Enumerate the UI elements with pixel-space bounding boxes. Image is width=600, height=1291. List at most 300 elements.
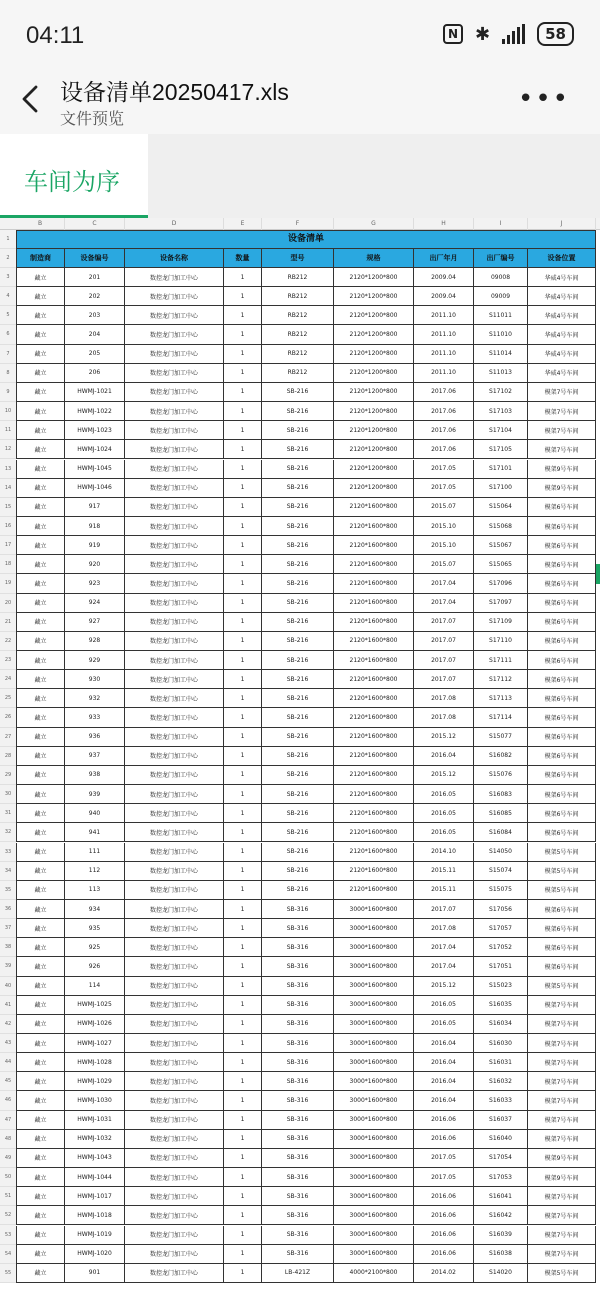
row-number[interactable]: 2 xyxy=(0,249,16,268)
table-cell: 藏立 xyxy=(16,287,65,306)
row-number[interactable]: 19 xyxy=(0,574,16,593)
table-cell: 1 xyxy=(224,421,262,440)
table-cell: 藏立 xyxy=(16,919,65,938)
table-cell: 1 xyxy=(224,517,262,536)
table-cell: S15076 xyxy=(474,766,528,785)
table-cell: SB-316 xyxy=(262,1226,334,1245)
table-cell: S11010 xyxy=(474,325,528,344)
row-number[interactable]: 45 xyxy=(0,1072,16,1091)
table-row[interactable] xyxy=(16,1245,596,1264)
table-cell: 模架6号车间 xyxy=(528,708,596,727)
row-number[interactable]: 26 xyxy=(0,708,16,727)
table-row[interactable] xyxy=(16,1226,596,1245)
row-number[interactable]: 17 xyxy=(0,536,16,555)
table-cell: 2120*1600*800 xyxy=(334,594,414,613)
column-letter[interactable]: F xyxy=(262,218,334,230)
table-row[interactable] xyxy=(16,919,596,938)
table-cell: 藏立 xyxy=(16,1053,65,1072)
row-number[interactable]: 38 xyxy=(0,938,16,957)
table-cell: RB212 xyxy=(262,287,334,306)
signal-icon xyxy=(502,24,525,44)
table-cell: S16082 xyxy=(474,747,528,766)
table-row[interactable] xyxy=(16,594,596,613)
table-cell: 202 xyxy=(65,287,125,306)
table-cell: 模架7号车间 xyxy=(528,1034,596,1053)
table-cell: 数控龙门加工中心 xyxy=(125,268,224,287)
table-cell: 933 xyxy=(65,708,125,727)
column-letter[interactable]: G xyxy=(334,218,414,230)
table-cell: 藏立 xyxy=(16,1206,65,1225)
table-cell: 藏立 xyxy=(16,517,65,536)
table-row[interactable] xyxy=(16,728,596,747)
header-cell: 数量 xyxy=(224,249,262,268)
table-cell: 数控龙门加工中心 xyxy=(125,823,224,842)
table-cell: S17104 xyxy=(474,421,528,440)
column-letter[interactable]: J xyxy=(528,218,596,230)
table-row[interactable] xyxy=(16,1130,596,1149)
table-cell: 藏立 xyxy=(16,1015,65,1034)
more-options-icon[interactable]: ••• xyxy=(517,84,570,114)
table-cell: 2120*1200*800 xyxy=(334,440,414,459)
row-number[interactable]: 33 xyxy=(0,843,16,862)
table-row[interactable] xyxy=(16,479,596,498)
table-row[interactable] xyxy=(16,421,596,440)
table-row[interactable] xyxy=(16,766,596,785)
table-cell: HWMJ-1028 xyxy=(65,1053,125,1072)
table-cell: 2017.06 xyxy=(414,440,474,459)
table-row[interactable] xyxy=(16,1091,596,1110)
table-cell: S16031 xyxy=(474,1053,528,1072)
table-cell: 3000*1600*800 xyxy=(334,900,414,919)
row-number[interactable]: 39 xyxy=(0,957,16,976)
row-number[interactable]: 48 xyxy=(0,1130,16,1149)
table-row[interactable] xyxy=(16,287,596,306)
table-cell: 模架6号车间 xyxy=(528,632,596,651)
row-number[interactable]: 42 xyxy=(0,1015,16,1034)
row-number[interactable]: 23 xyxy=(0,651,16,670)
table-row[interactable] xyxy=(16,345,596,364)
table-cell: 2120*1600*800 xyxy=(334,613,414,632)
row-number[interactable]: 3 xyxy=(0,268,16,287)
table-row[interactable] xyxy=(16,785,596,804)
row-number[interactable]: 43 xyxy=(0,1034,16,1053)
table-row[interactable] xyxy=(16,1206,596,1225)
table-row[interactable] xyxy=(16,1053,596,1072)
table-cell: 模架7号车间 xyxy=(528,1206,596,1225)
table-cell: 1 xyxy=(224,1015,262,1034)
row-number[interactable]: 24 xyxy=(0,670,16,689)
row-number[interactable]: 28 xyxy=(0,747,16,766)
table-cell: 藏立 xyxy=(16,345,65,364)
table-cell: 1 xyxy=(224,670,262,689)
table-row[interactable] xyxy=(16,536,596,555)
row-number-header xyxy=(0,230,16,1283)
table-cell: 数控龙门加工中心 xyxy=(125,536,224,555)
row-number[interactable]: 4 xyxy=(0,287,16,306)
table-row[interactable] xyxy=(16,670,596,689)
table-cell: 3000*1600*800 xyxy=(334,1072,414,1091)
table-cell: 928 xyxy=(65,632,125,651)
table-cell: 藏立 xyxy=(16,651,65,670)
table-row[interactable] xyxy=(16,1072,596,1091)
table-cell: 1 xyxy=(224,708,262,727)
table-cell: 2120*1600*800 xyxy=(334,536,414,555)
table-cell: 1 xyxy=(224,1053,262,1072)
row-number[interactable]: 9 xyxy=(0,383,16,402)
table-row[interactable] xyxy=(16,364,596,383)
column-letter[interactable]: E xyxy=(224,218,262,230)
table-cell: 2017.04 xyxy=(414,938,474,957)
table-cell: 数控龙门加工中心 xyxy=(125,957,224,976)
row-number[interactable]: 21 xyxy=(0,613,16,632)
table-row[interactable] xyxy=(16,957,596,976)
table-cell: 藏立 xyxy=(16,804,65,823)
row-number[interactable]: 31 xyxy=(0,804,16,823)
table-cell: 2017.05 xyxy=(414,479,474,498)
table-title: 设备清单 xyxy=(287,234,324,244)
table-cell: 2016.06 xyxy=(414,1130,474,1149)
table-cell: 2014.10 xyxy=(414,843,474,862)
table-cell: 2016.04 xyxy=(414,1034,474,1053)
table-cell: RB212 xyxy=(262,268,334,287)
table-cell: 藏立 xyxy=(16,402,65,421)
table-cell: SB-316 xyxy=(262,1034,334,1053)
table-cell: 205 xyxy=(65,345,125,364)
row-number[interactable]: 37 xyxy=(0,919,16,938)
table-cell: 藏立 xyxy=(16,900,65,919)
column-letter[interactable]: I xyxy=(474,218,528,230)
table-cell: 935 xyxy=(65,919,125,938)
table-cell: 藏立 xyxy=(16,594,65,613)
row-number[interactable]: 6 xyxy=(0,325,16,344)
table-cell: 模架6号车间 xyxy=(528,747,596,766)
table-cell: 藏立 xyxy=(16,785,65,804)
table-cell: 藏立 xyxy=(16,268,65,287)
header-cell: 设备编号 xyxy=(65,249,125,268)
table-row[interactable] xyxy=(16,900,596,919)
table-cell: SB-216 xyxy=(262,651,334,670)
table-cell: 藏立 xyxy=(16,823,65,842)
table-cell: 2016.05 xyxy=(414,996,474,1015)
table-cell: 3000*1600*800 xyxy=(334,1245,414,1264)
table-cell: 藏立 xyxy=(16,996,65,1015)
table-cell: 数控龙门加工中心 xyxy=(125,574,224,593)
table-cell: SB-316 xyxy=(262,1168,334,1187)
table-row[interactable] xyxy=(16,440,596,459)
table-cell: 藏立 xyxy=(16,613,65,632)
table-cell: 2017.05 xyxy=(414,1168,474,1187)
table-cell: 3000*1600*800 xyxy=(334,1053,414,1072)
row-number[interactable]: 12 xyxy=(0,440,16,459)
row-number[interactable]: 47 xyxy=(0,1111,16,1130)
row-number[interactable]: 29 xyxy=(0,766,16,785)
table-cell: 模架7号车间 xyxy=(528,1245,596,1264)
table-cell: SB-316 xyxy=(262,1187,334,1206)
sheet-tab-active[interactable] xyxy=(0,134,148,218)
table-cell: RB212 xyxy=(262,325,334,344)
table-cell: 2120*1600*800 xyxy=(334,708,414,727)
column-letter[interactable]: D xyxy=(125,218,224,230)
row-number[interactable]: 36 xyxy=(0,900,16,919)
table-cell: S16032 xyxy=(474,1072,528,1091)
table-row[interactable] xyxy=(16,325,596,344)
table-cell: 2120*1600*800 xyxy=(334,517,414,536)
back-button[interactable] xyxy=(18,84,44,110)
table-cell: HWMJ-1032 xyxy=(65,1130,125,1149)
table-cell: 2011.10 xyxy=(414,306,474,325)
table-cell: 2120*1200*800 xyxy=(334,306,414,325)
table-row[interactable] xyxy=(16,938,596,957)
row-number[interactable]: 35 xyxy=(0,881,16,900)
table-cell: 1 xyxy=(224,728,262,747)
table-cell: SB-216 xyxy=(262,479,334,498)
table-cell: 华威4号车间 xyxy=(528,325,596,344)
table-cell: 938 xyxy=(65,766,125,785)
table-cell: SB-316 xyxy=(262,1130,334,1149)
table-row[interactable] xyxy=(16,862,596,881)
header-cell: 制造商 xyxy=(16,249,65,268)
table-cell: 数控龙门加工中心 xyxy=(125,479,224,498)
table-cell: 藏立 xyxy=(16,766,65,785)
row-number[interactable]: 15 xyxy=(0,498,16,517)
table-cell: SB-316 xyxy=(262,1015,334,1034)
row-number[interactable]: 32 xyxy=(0,823,16,842)
table-cell: 2120*1600*800 xyxy=(334,747,414,766)
row-number[interactable]: 10 xyxy=(0,402,16,421)
row-number[interactable]: 53 xyxy=(0,1226,16,1245)
table-cell: 藏立 xyxy=(16,574,65,593)
table-row[interactable] xyxy=(16,1149,596,1168)
table-cell: 数控龙门加工中心 xyxy=(125,632,224,651)
row-number[interactable]: 30 xyxy=(0,785,16,804)
table-cell: 2120*1200*800 xyxy=(334,325,414,344)
table-row[interactable] xyxy=(16,1111,596,1130)
table-cell: SB-316 xyxy=(262,977,334,996)
file-subtitle: 文件预览 xyxy=(60,109,125,128)
table-cell: 数控龙门加工中心 xyxy=(125,1130,224,1149)
row-number[interactable]: 50 xyxy=(0,1168,16,1187)
table-cell: 2017.07 xyxy=(414,900,474,919)
table-cell: S17101 xyxy=(474,460,528,479)
table-row[interactable] xyxy=(16,747,596,766)
table-cell: 206 xyxy=(65,364,125,383)
table-cell: 数控龙门加工中心 xyxy=(125,383,224,402)
row-number[interactable]: 41 xyxy=(0,996,16,1015)
table-cell: 藏立 xyxy=(16,728,65,747)
table-cell: SB-216 xyxy=(262,862,334,881)
table-cell: S14050 xyxy=(474,843,528,862)
table-row[interactable] xyxy=(16,555,596,574)
table-cell: SB-216 xyxy=(262,689,334,708)
table-row[interactable] xyxy=(16,1015,596,1034)
table-cell: 2015.07 xyxy=(414,498,474,517)
table-row[interactable] xyxy=(16,517,596,536)
table-cell: 模架6号车间 xyxy=(528,766,596,785)
table-cell: 数控龙门加工中心 xyxy=(125,1091,224,1110)
table-cell: 藏立 xyxy=(16,1168,65,1187)
table-cell: S17052 xyxy=(474,938,528,957)
table-cell: 模架6号车间 xyxy=(528,594,596,613)
table-cell: 数控龙门加工中心 xyxy=(125,881,224,900)
row-number[interactable]: 49 xyxy=(0,1149,16,1168)
spreadsheet-view[interactable] xyxy=(0,218,600,1291)
table-cell: 模架6号车间 xyxy=(528,785,596,804)
table-row[interactable] xyxy=(16,306,596,325)
table-cell: HWMJ-1045 xyxy=(65,460,125,479)
column-letter[interactable]: H xyxy=(414,218,474,230)
header-cell: 型号 xyxy=(262,249,334,268)
table-row[interactable] xyxy=(16,843,596,862)
row-number[interactable]: 51 xyxy=(0,1187,16,1206)
table-cell: HWMJ-1043 xyxy=(65,1149,125,1168)
row-number[interactable]: 25 xyxy=(0,689,16,708)
row-number[interactable]: 8 xyxy=(0,364,16,383)
column-letter[interactable]: B xyxy=(16,218,65,230)
table-cell: HWMJ-1027 xyxy=(65,1034,125,1053)
table-cell: 模架9号车间 xyxy=(528,479,596,498)
row-number[interactable]: 1 xyxy=(0,230,16,249)
row-number[interactable]: 46 xyxy=(0,1091,16,1110)
table-cell: 数控龙门加工中心 xyxy=(125,996,224,1015)
table-row[interactable] xyxy=(16,881,596,900)
table-row[interactable] xyxy=(16,977,596,996)
table-cell: 藏立 xyxy=(16,1264,65,1283)
table-cell: 3000*1600*800 xyxy=(334,919,414,938)
table-cell: SB-216 xyxy=(262,517,334,536)
row-number[interactable]: 40 xyxy=(0,977,16,996)
table-cell: 1 xyxy=(224,957,262,976)
table-cell: 华威4号车间 xyxy=(528,268,596,287)
table-cell: 2017.04 xyxy=(414,594,474,613)
table-cell: 模架5号车间 xyxy=(528,881,596,900)
table-cell: 模架6号车间 xyxy=(528,957,596,976)
header-cell: 规格 xyxy=(334,249,414,268)
table-cell: 藏立 xyxy=(16,957,65,976)
table-cell: 940 xyxy=(65,804,125,823)
table-row[interactable] xyxy=(16,1264,596,1283)
table-cell: 1 xyxy=(224,823,262,842)
row-number[interactable]: 16 xyxy=(0,517,16,536)
table-cell: 2016.04 xyxy=(414,1053,474,1072)
table-row[interactable] xyxy=(16,498,596,517)
table-cell: 藏立 xyxy=(16,1111,65,1130)
table-row[interactable] xyxy=(16,632,596,651)
row-number[interactable]: 52 xyxy=(0,1206,16,1225)
table-cell: 1 xyxy=(224,364,262,383)
row-number[interactable]: 22 xyxy=(0,632,16,651)
table-cell: 2016.04 xyxy=(414,1091,474,1110)
table-cell: SB-216 xyxy=(262,632,334,651)
table-row[interactable] xyxy=(16,1187,596,1206)
table-row[interactable] xyxy=(16,708,596,727)
table-cell: SB-216 xyxy=(262,785,334,804)
table-row[interactable] xyxy=(16,689,596,708)
table-row[interactable] xyxy=(16,823,596,842)
table-cell: 3000*1600*800 xyxy=(334,1226,414,1245)
row-number[interactable]: 7 xyxy=(0,345,16,364)
row-number[interactable]: 44 xyxy=(0,1053,16,1072)
table-cell: 1 xyxy=(224,1072,262,1091)
table-cell: 藏立 xyxy=(16,689,65,708)
table-cell: 藏立 xyxy=(16,555,65,574)
table-cell: 2016.06 xyxy=(414,1187,474,1206)
table-row[interactable] xyxy=(16,383,596,402)
status-time: 04:11 xyxy=(26,22,85,49)
table-cell: S14020 xyxy=(474,1264,528,1283)
table-cell: SB-216 xyxy=(262,594,334,613)
table-cell: 2016.05 xyxy=(414,804,474,823)
table-cell: S11011 xyxy=(474,306,528,325)
table-row[interactable] xyxy=(16,613,596,632)
table-cell: 2011.10 xyxy=(414,364,474,383)
table-row[interactable] xyxy=(16,402,596,421)
table-cell: 模架7号车间 xyxy=(528,402,596,421)
table-row[interactable] xyxy=(16,268,596,287)
row-number[interactable]: 18 xyxy=(0,555,16,574)
row-number[interactable]: 55 xyxy=(0,1264,16,1283)
table-cell: 1 xyxy=(224,498,262,517)
table-cell: 藏立 xyxy=(16,632,65,651)
column-letter[interactable]: C xyxy=(65,218,125,230)
table-cell: 2120*1200*800 xyxy=(334,268,414,287)
table-cell: 114 xyxy=(65,977,125,996)
table-row[interactable] xyxy=(16,1168,596,1187)
row-number[interactable]: 5 xyxy=(0,306,16,325)
table-row[interactable] xyxy=(16,460,596,479)
table-cell: S15064 xyxy=(474,498,528,517)
row-number[interactable]: 13 xyxy=(0,460,16,479)
table-cell: 3000*1600*800 xyxy=(334,1111,414,1130)
table-cell: SB-216 xyxy=(262,766,334,785)
table-cell: SB-316 xyxy=(262,900,334,919)
table-row[interactable] xyxy=(16,804,596,823)
table-cell: 2015.11 xyxy=(414,881,474,900)
table-cell: 09009 xyxy=(474,287,528,306)
table-cell: 2015.11 xyxy=(414,862,474,881)
row-number[interactable]: 27 xyxy=(0,728,16,747)
nfc-icon: N xyxy=(443,24,463,44)
table-cell: 模架7号车间 xyxy=(528,1111,596,1130)
table-cell: SB-216 xyxy=(262,708,334,727)
table-cell: 藏立 xyxy=(16,1187,65,1206)
table-cell: 2016.04 xyxy=(414,747,474,766)
table-cell: 926 xyxy=(65,957,125,976)
table-row[interactable] xyxy=(16,1034,596,1053)
table-cell: 3000*1600*800 xyxy=(334,938,414,957)
table-cell: S15074 xyxy=(474,862,528,881)
row-number[interactable]: 14 xyxy=(0,479,16,498)
row-number[interactable]: 20 xyxy=(0,594,16,613)
bluetooth-icon: ✱ xyxy=(475,23,491,45)
table-cell: 1 xyxy=(224,1226,262,1245)
row-number[interactable]: 54 xyxy=(0,1245,16,1264)
table-cell: 3000*1600*800 xyxy=(334,996,414,1015)
table-cell: SB-216 xyxy=(262,402,334,421)
table-cell: S17053 xyxy=(474,1168,528,1187)
table-cell: 1 xyxy=(224,1264,262,1283)
table-row[interactable] xyxy=(16,996,596,1015)
table-cell: 941 xyxy=(65,823,125,842)
table-cell: 模架5号车间 xyxy=(528,977,596,996)
table-cell: 1 xyxy=(224,996,262,1015)
table-row[interactable] xyxy=(16,574,596,593)
table-cell: 2120*1600*800 xyxy=(334,862,414,881)
table-cell: 930 xyxy=(65,670,125,689)
row-number[interactable]: 11 xyxy=(0,421,16,440)
table-cell: S16041 xyxy=(474,1187,528,1206)
table-row[interactable] xyxy=(16,651,596,670)
row-number[interactable]: 34 xyxy=(0,862,16,881)
